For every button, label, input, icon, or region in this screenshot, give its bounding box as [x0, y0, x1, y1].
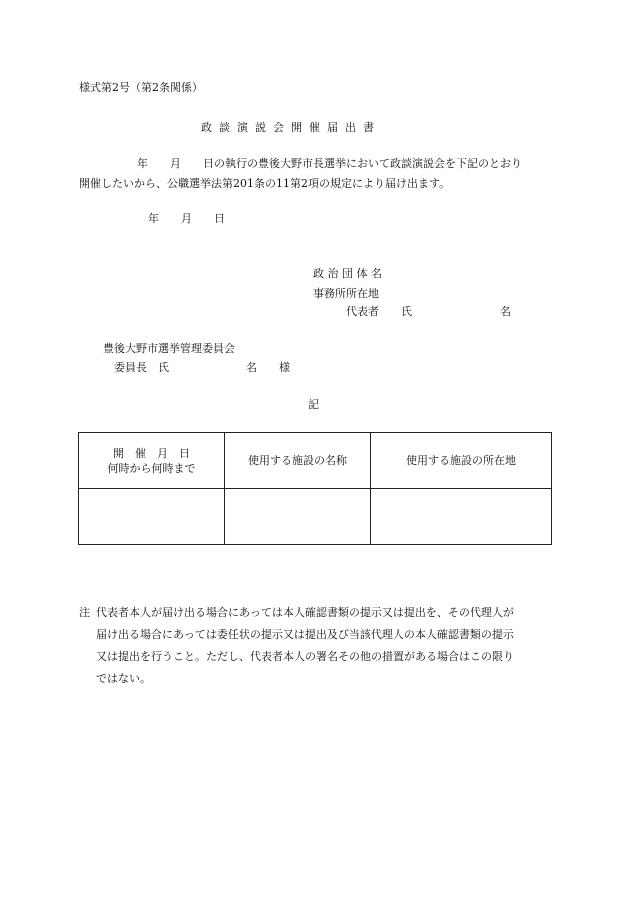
cell-facility-address[interactable] [371, 489, 552, 545]
header-facility-name: 使用する施設の名称 [225, 433, 371, 489]
committee-chair: 委員長 氏 名 様 [114, 361, 290, 374]
note-line: 又は提出を行うこと。ただし、代表者本人の署名その他の措置がある場合はこの限り [96, 650, 514, 663]
note-label: 注 [79, 606, 90, 619]
document-title: 政談演説会開催届出書 [201, 121, 381, 134]
meeting-table [78, 432, 552, 545]
office-address-label: 事務所所在地 [313, 287, 379, 300]
cell-date-time[interactable] [79, 489, 225, 545]
body-line-2: 開催したいから、公職選挙法第201条の11第2項の規定により届け出ます。 [79, 177, 451, 190]
submission-date: 年 月 日 [148, 212, 225, 225]
header-date-line: 開 催 月 日 [113, 446, 190, 460]
header-date-time [79, 433, 225, 489]
form-id: 様式第2号（第2条関係） [79, 81, 203, 94]
header-facility-address: 使用する施設の所在地 [371, 433, 552, 489]
body-line-1: 年 月 日の執行の豊後大野市長選挙において政談演説会を下記のとおり [137, 157, 522, 170]
cell-facility-name[interactable] [225, 489, 371, 545]
header-time-line: 何時から何時まで [107, 461, 196, 475]
representative-label: 代表者 氏 名 [346, 305, 511, 318]
note-line: ではない。 [96, 672, 151, 685]
note-line: 届け出る場合にあっては委任状の提示又は提出及び当該代理人の本人確認書類の提示 [96, 628, 514, 641]
table-row [79, 489, 552, 545]
note-text: 代表者本人が届け出る場合にあっては本人確認書類の提示又は提出を、その代理人が [96, 606, 514, 619]
org-name-label: 政 治 団 体 名 [313, 267, 382, 280]
note-section [79, 602, 514, 690]
note-line [79, 602, 514, 624]
table-header-row [79, 433, 552, 489]
ki-heading: 記 [308, 398, 319, 411]
committee-name: 豊後大野市選挙管理委員会 [103, 342, 235, 355]
